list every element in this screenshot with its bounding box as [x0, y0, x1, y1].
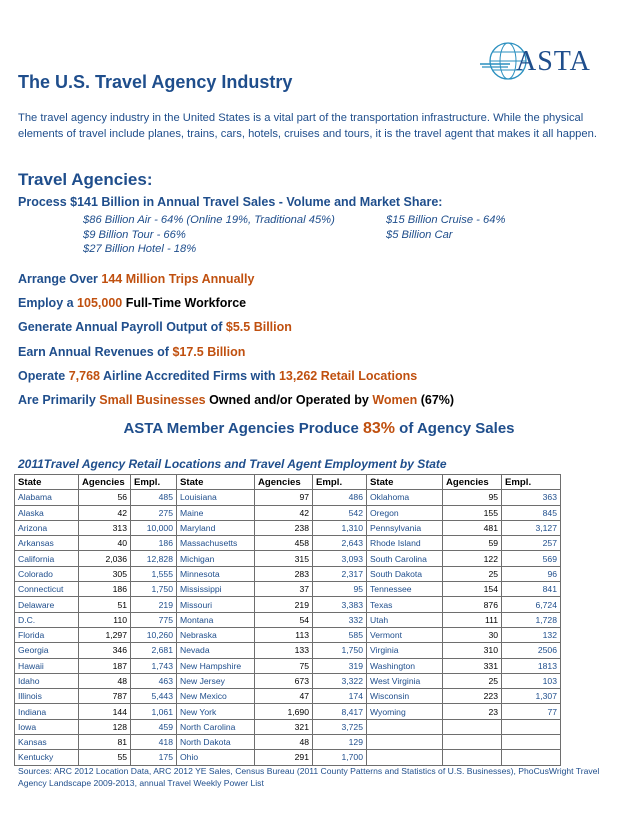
agencies-cell: 111	[443, 612, 502, 627]
state-cell: Mississippi	[177, 582, 255, 597]
employment-cell: 841	[502, 582, 561, 597]
employment-cell: 585	[313, 627, 367, 642]
employment-cell: 775	[131, 612, 177, 627]
table-row	[15, 704, 561, 719]
column-header: State	[15, 475, 79, 490]
agencies-cell: 186	[79, 582, 131, 597]
agencies-cell: 48	[255, 735, 313, 750]
sales-item-cruise: $15 Billion Cruise - 64%	[386, 214, 506, 226]
employment-cell: 10,260	[131, 627, 177, 642]
fact-trips: Arrange Over 144 Million Trips Annually	[18, 272, 255, 286]
state-cell: Arkansas	[15, 536, 79, 551]
employment-cell: 363	[502, 490, 561, 505]
agencies-cell: 59	[443, 536, 502, 551]
employment-cell: 1,750	[131, 582, 177, 597]
state-cell: Kansas	[15, 735, 79, 750]
state-cell: Maine	[177, 505, 255, 520]
agencies-cell: 238	[255, 520, 313, 535]
agencies-cell: 2,036	[79, 551, 131, 566]
employment-cell: 257	[502, 536, 561, 551]
employment-cell: 1,310	[313, 520, 367, 535]
employment-cell: 3,093	[313, 551, 367, 566]
column-header: Agencies	[255, 475, 313, 490]
state-cell: Texas	[367, 597, 443, 612]
column-header: Empl.	[313, 475, 367, 490]
agencies-cell	[443, 750, 502, 765]
table-row	[15, 735, 561, 750]
agencies-cell: 128	[79, 719, 131, 734]
employment-cell: 77	[502, 704, 561, 719]
employment-cell: 3,383	[313, 597, 367, 612]
state-cell: Montana	[177, 612, 255, 627]
table-row	[15, 505, 561, 520]
table-row	[15, 689, 561, 704]
state-cell: Wisconsin	[367, 689, 443, 704]
agencies-cell: 315	[255, 551, 313, 566]
employment-cell: 418	[131, 735, 177, 750]
agencies-cell: 1,297	[79, 627, 131, 642]
agencies-cell: 37	[255, 582, 313, 597]
agencies-cell: 481	[443, 520, 502, 535]
employment-cell: 1,743	[131, 658, 177, 673]
state-cell: D.C.	[15, 612, 79, 627]
employment-cell: 459	[131, 719, 177, 734]
fact-revenue: Earn Annual Revenues of $17.5 Billion	[18, 345, 246, 359]
employment-cell: 8,417	[313, 704, 367, 719]
agencies-cell: 56	[79, 490, 131, 505]
employment-cell: 2,643	[313, 536, 367, 551]
employment-cell: 463	[131, 673, 177, 688]
state-cell: West Virginia	[367, 673, 443, 688]
agencies-cell: 48	[79, 673, 131, 688]
column-header: State	[177, 475, 255, 490]
state-cell: New Mexico	[177, 689, 255, 704]
state-cell: Hawaii	[15, 658, 79, 673]
state-cell: Arizona	[15, 520, 79, 535]
state-cell: Connecticut	[15, 582, 79, 597]
agencies-cell: 310	[443, 643, 502, 658]
employment-cell: 175	[131, 750, 177, 765]
employment-cell: 96	[502, 566, 561, 581]
agencies-cell: 346	[79, 643, 131, 658]
employment-cell: 2506	[502, 643, 561, 658]
agencies-cell: 122	[443, 551, 502, 566]
agencies-cell: 673	[255, 673, 313, 688]
employment-cell: 845	[502, 505, 561, 520]
state-cell: North Dakota	[177, 735, 255, 750]
agencies-cell	[443, 735, 502, 750]
agencies-cell: 219	[255, 597, 313, 612]
employment-cell: 129	[313, 735, 367, 750]
agencies-cell	[443, 719, 502, 734]
state-cell: Delaware	[15, 597, 79, 612]
agencies-cell: 321	[255, 719, 313, 734]
employment-cell: 319	[313, 658, 367, 673]
state-cell: Alaska	[15, 505, 79, 520]
agencies-cell: 54	[255, 612, 313, 627]
agencies-cell: 55	[79, 750, 131, 765]
process-headline: Process $141 Billion in Annual Travel Sales - Volume and Market Share:	[18, 195, 443, 209]
fact-employ: Employ a 105,000 Full-Time Workforce	[18, 296, 247, 310]
employment-cell: 5,443	[131, 689, 177, 704]
agencies-cell: 25	[443, 566, 502, 581]
employment-cell: 12,828	[131, 551, 177, 566]
column-header: Empl.	[502, 475, 561, 490]
agencies-cell: 787	[79, 689, 131, 704]
employment-cell: 275	[131, 505, 177, 520]
state-cell	[367, 735, 443, 750]
sales-item-tour: $9 Billion Tour - 66%	[83, 229, 186, 241]
agencies-cell: 144	[79, 704, 131, 719]
agencies-cell: 223	[443, 689, 502, 704]
agencies-cell: 30	[443, 627, 502, 642]
table-row	[15, 612, 561, 627]
table-row	[15, 643, 561, 658]
state-cell: Colorado	[15, 566, 79, 581]
agencies-cell: 283	[255, 566, 313, 581]
state-cell: Virginia	[367, 643, 443, 658]
state-cell: Florida	[15, 627, 79, 642]
state-cell: Ohio	[177, 750, 255, 765]
agencies-cell: 113	[255, 627, 313, 642]
employment-cell	[502, 750, 561, 765]
column-header: State	[367, 475, 443, 490]
state-cell: Vermont	[367, 627, 443, 642]
state-cell: Oklahoma	[367, 490, 443, 505]
employment-cell: 1,728	[502, 612, 561, 627]
state-cell: Louisiana	[177, 490, 255, 505]
agencies-cell: 95	[443, 490, 502, 505]
agencies-cell: 51	[79, 597, 131, 612]
state-cell: New York	[177, 704, 255, 719]
state-cell: North Carolina	[177, 719, 255, 734]
asta-headline: ASTA Member Agencies Produce 83% of Agency Sales	[123, 420, 515, 437]
table-row	[15, 627, 561, 642]
fact-small-business: Are Primarily Small Businesses Owned and/or Operated by Women (67%)	[18, 393, 455, 407]
state-cell: Utah	[367, 612, 443, 627]
asta-logo	[480, 36, 610, 86]
agencies-cell: 25	[443, 673, 502, 688]
employment-cell: 103	[502, 673, 561, 688]
state-cell	[367, 750, 443, 765]
sources-footnote: Sources: ARC 2012 Location Data, ARC 2012 YE Sales, Census Bureau (2011 County Patterns and Statistics of U.S. Businesses), PhoCusWright Travel Agency Landscape 2009-2013, annual Travel Weekly Power List	[18, 766, 600, 788]
state-cell: South Dakota	[367, 566, 443, 581]
state-cell	[367, 719, 443, 734]
agencies-cell: 47	[255, 689, 313, 704]
employment-cell: 485	[131, 490, 177, 505]
employment-cell: 186	[131, 536, 177, 551]
state-cell: Maryland	[177, 520, 255, 535]
state-cell: New Hampshire	[177, 658, 255, 673]
employment-cell: 569	[502, 551, 561, 566]
agencies-cell: 133	[255, 643, 313, 658]
agencies-cell: 42	[255, 505, 313, 520]
employment-cell: 10,000	[131, 520, 177, 535]
state-cell: New Jersey	[177, 673, 255, 688]
state-cell: Wyoming	[367, 704, 443, 719]
table-row	[15, 719, 561, 734]
employment-cell: 542	[313, 505, 367, 520]
state-cell: Iowa	[15, 719, 79, 734]
column-header: Empl.	[131, 475, 177, 490]
table-row	[15, 658, 561, 673]
employment-cell: 6,724	[502, 597, 561, 612]
table-row	[15, 597, 561, 612]
logo-text: ASTA	[516, 46, 591, 77]
state-cell: Minnesota	[177, 566, 255, 581]
employment-cell: 1,061	[131, 704, 177, 719]
employment-cell: 2,681	[131, 643, 177, 658]
agencies-cell: 187	[79, 658, 131, 673]
employment-cell: 219	[131, 597, 177, 612]
sales-item-car: $5 Billion Car	[386, 229, 453, 241]
agencies-cell: 110	[79, 612, 131, 627]
state-cell: Massachusetts	[177, 536, 255, 551]
state-cell: Alabama	[15, 490, 79, 505]
state-cell: Missouri	[177, 597, 255, 612]
state-cell: Illinois	[15, 689, 79, 704]
table-row	[15, 750, 561, 765]
column-header: Agencies	[443, 475, 502, 490]
agencies-cell: 40	[79, 536, 131, 551]
employment-cell: 3,322	[313, 673, 367, 688]
agencies-cell: 75	[255, 658, 313, 673]
state-cell: Pennsylvania	[367, 520, 443, 535]
employment-cell: 1,750	[313, 643, 367, 658]
agencies-cell: 876	[443, 597, 502, 612]
employment-cell	[502, 735, 561, 750]
page-title: The U.S. Travel Agency Industry	[18, 72, 293, 92]
state-table	[14, 474, 561, 766]
employment-cell: 486	[313, 490, 367, 505]
agencies-cell: 154	[443, 582, 502, 597]
employment-cell: 2,317	[313, 566, 367, 581]
employment-cell: 3,725	[313, 719, 367, 734]
table-row	[15, 566, 561, 581]
fact-operate: Operate 7,768 Airline Accredited Firms with 13,262 Retail Locations	[18, 369, 418, 383]
agencies-cell: 23	[443, 704, 502, 719]
table-row	[15, 582, 561, 597]
table-row	[15, 490, 561, 505]
agencies-cell: 458	[255, 536, 313, 551]
state-cell: Oregon	[367, 505, 443, 520]
state-cell: South Carolina	[367, 551, 443, 566]
employment-cell: 1,700	[313, 750, 367, 765]
employment-cell: 174	[313, 689, 367, 704]
state-cell: Nebraska	[177, 627, 255, 642]
table-row	[15, 551, 561, 566]
agencies-cell: 97	[255, 490, 313, 505]
state-cell: Washington	[367, 658, 443, 673]
state-cell: California	[15, 551, 79, 566]
employment-cell: 1813	[502, 658, 561, 673]
table-row	[15, 520, 561, 535]
state-cell: Tennessee	[367, 582, 443, 597]
agencies-cell: 155	[443, 505, 502, 520]
fact-payroll: Generate Annual Payroll Output of $5.5 Billion	[18, 320, 292, 334]
table-row	[15, 673, 561, 688]
agencies-cell: 305	[79, 566, 131, 581]
state-cell: Idaho	[15, 673, 79, 688]
agencies-cell: 81	[79, 735, 131, 750]
state-cell: Georgia	[15, 643, 79, 658]
agencies-cell: 1,690	[255, 704, 313, 719]
sales-item-hotel: $27 Billion Hotel - 18%	[83, 243, 197, 255]
table-header-row	[15, 475, 561, 490]
employment-cell	[502, 719, 561, 734]
state-cell: Nevada	[177, 643, 255, 658]
agencies-cell: 313	[79, 520, 131, 535]
agencies-cell: 331	[443, 658, 502, 673]
employment-cell: 95	[313, 582, 367, 597]
employment-cell: 1,307	[502, 689, 561, 704]
employment-cell: 1,555	[131, 566, 177, 581]
column-header: Agencies	[79, 475, 131, 490]
sales-item-air: $86 Billion Air - 64% (Online 19%, Traditional 45%)	[83, 214, 335, 226]
intro-paragraph: The travel agency industry in the United States is a vital part of the transportation infrastructure. While the physical elements of travel include planes, trains, cars, hotels, cruises and tours, it is the travel agent that makes it all happen.	[18, 112, 597, 140]
table-row	[15, 536, 561, 551]
state-cell: Michigan	[177, 551, 255, 566]
table-title: 2011Travel Agency Retail Locations and Travel Agent Employment by State	[18, 457, 447, 471]
employment-cell: 132	[502, 627, 561, 642]
state-cell: Kentucky	[15, 750, 79, 765]
agencies-cell: 42	[79, 505, 131, 520]
agencies-cell: 291	[255, 750, 313, 765]
state-cell: Indiana	[15, 704, 79, 719]
section-title: Travel Agencies:	[18, 170, 153, 189]
employment-cell: 332	[313, 612, 367, 627]
state-cell: Rhode Island	[367, 536, 443, 551]
employment-cell: 3,127	[502, 520, 561, 535]
